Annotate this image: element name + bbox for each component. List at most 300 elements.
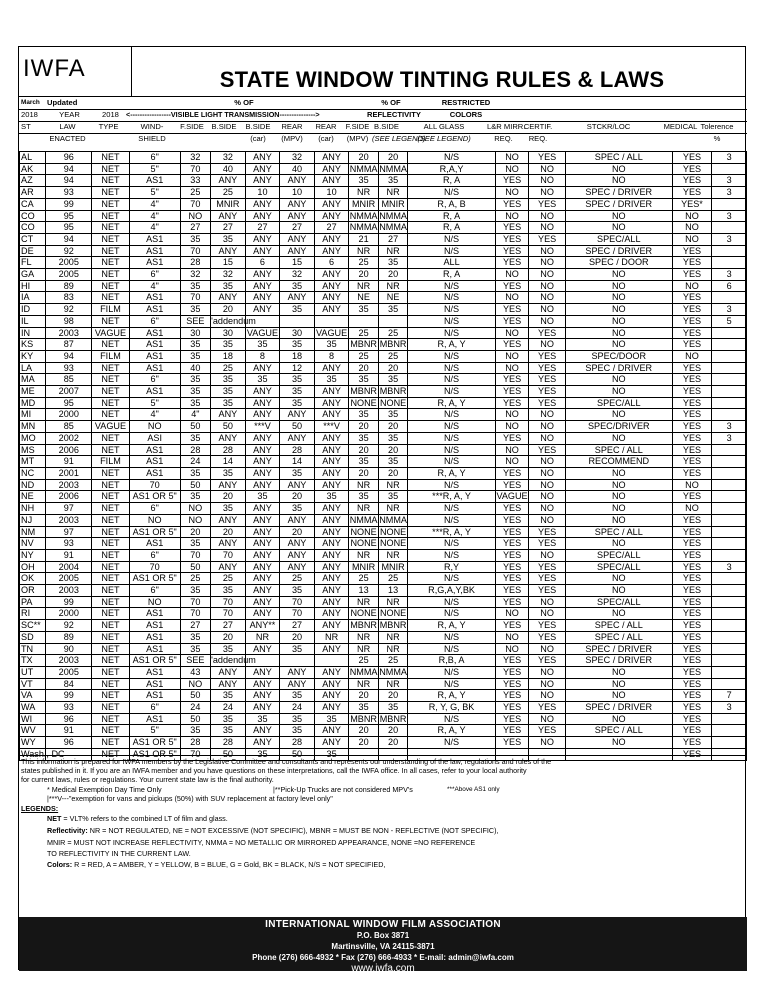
cell-st: CO bbox=[20, 222, 46, 234]
cell-refl-front: NR bbox=[349, 549, 378, 561]
cell-medical: YES bbox=[672, 292, 712, 304]
cell-medical: YES bbox=[672, 514, 712, 526]
header-mirrors: L&R MIRR. bbox=[487, 122, 526, 131]
cell-back-side-car: 27 bbox=[211, 620, 246, 632]
cell-sticker: NO bbox=[565, 467, 672, 479]
cell-refl-front: 20 bbox=[349, 467, 378, 479]
cell-type: NET bbox=[92, 549, 130, 561]
cell-refl-front: 25 bbox=[349, 257, 378, 269]
cell-type: NET bbox=[92, 573, 130, 585]
cell-st: CO bbox=[20, 210, 46, 222]
cell-rear-mpv: ANY bbox=[314, 409, 349, 421]
table-row bbox=[20, 631, 747, 643]
cell-windshield: AS1 bbox=[129, 386, 180, 398]
cell-certif: YES bbox=[529, 327, 566, 339]
cell-medical: YES bbox=[672, 748, 712, 760]
cell-medical: YES bbox=[672, 187, 712, 199]
cell-sticker: SPEC / DRIVER bbox=[565, 655, 672, 667]
cell-windshield: 4" bbox=[129, 409, 180, 421]
cell-type: NET bbox=[92, 386, 130, 398]
cell-colors: N/S bbox=[408, 152, 495, 164]
website-link[interactable]: www.iwfa.com bbox=[351, 963, 415, 974]
cell-mirrors: YES bbox=[495, 666, 529, 678]
cell-rear-car: ANY bbox=[280, 409, 315, 421]
cell-back-side-mpv: 35 bbox=[245, 748, 280, 760]
cell-type: NET bbox=[92, 631, 130, 643]
cell-tolerance: 3 bbox=[712, 233, 747, 245]
cell-front-side: 25 bbox=[180, 573, 211, 585]
cell-rear-car: 15 bbox=[280, 257, 315, 269]
cell-tolerance bbox=[712, 491, 747, 503]
cell-st: WY bbox=[20, 737, 46, 749]
cell-rear-car: ANY bbox=[280, 210, 315, 222]
cell-st: TN bbox=[20, 643, 46, 655]
cell-windshield: AS1 bbox=[129, 304, 180, 316]
cell-back-side-mpv: ANY bbox=[245, 526, 280, 538]
cell-certif: NO bbox=[529, 479, 566, 491]
cell-refl-back: NR bbox=[378, 631, 407, 643]
cell-windshield: AS1 bbox=[129, 690, 180, 702]
cell-law: 97 bbox=[46, 526, 92, 538]
cell-rear-car: 70 bbox=[280, 596, 315, 608]
cell-sticker: SPEC / ALL bbox=[565, 631, 672, 643]
cell-mirrors: YES bbox=[495, 280, 529, 292]
cell-refl-back bbox=[378, 315, 407, 327]
cell-rear-car: ANY bbox=[280, 678, 315, 690]
cell-tolerance bbox=[712, 245, 747, 257]
cell-sticker: NO bbox=[565, 479, 672, 491]
cell-law: 2003 bbox=[46, 514, 92, 526]
cell-rear-mpv: ANY bbox=[314, 198, 349, 210]
cell-refl-front: 35 bbox=[349, 409, 378, 421]
cell-mirrors: NO bbox=[495, 292, 529, 304]
cell-rear-car: ANY bbox=[280, 514, 315, 526]
cell-front-side: 30 bbox=[180, 327, 211, 339]
table-row bbox=[20, 175, 747, 187]
cell-type: NET bbox=[92, 374, 130, 386]
cell-colors: N/S bbox=[408, 304, 495, 316]
cell-sticker: NO bbox=[565, 585, 672, 597]
cell-st: WA bbox=[20, 702, 46, 714]
cell-refl-front: NR bbox=[349, 503, 378, 515]
cell-sticker: SPEC / ALL bbox=[565, 526, 672, 538]
cell-windshield: AS1 bbox=[129, 456, 180, 468]
cell-front-side: 70 bbox=[180, 748, 211, 760]
cell-rear-car: 35 bbox=[280, 339, 315, 351]
footer bbox=[19, 917, 747, 974]
cell-sticker: SPEC/ALL bbox=[565, 596, 672, 608]
cell-certif: YES bbox=[529, 233, 566, 245]
cell-law: 2003 bbox=[46, 479, 92, 491]
cell-windshield: AS1 bbox=[129, 327, 180, 339]
cell-refl-back: MBNR bbox=[379, 620, 407, 631]
cell-st: WI bbox=[20, 713, 46, 725]
table-row bbox=[20, 491, 747, 503]
cell-st: AZ bbox=[20, 175, 46, 187]
cell-type: NET bbox=[92, 467, 130, 479]
cell-colors: N/S bbox=[408, 573, 495, 585]
table-row bbox=[20, 163, 747, 175]
cell-front-side: 35 bbox=[180, 725, 211, 737]
cell-mirrors: NO bbox=[495, 210, 529, 222]
reflectivity-definition-3: TO REFLECTIVITY IN THE CURRENT LAW. bbox=[47, 849, 191, 858]
cell-back-side-car: 20 bbox=[211, 526, 246, 538]
cell-medical: YES bbox=[672, 690, 712, 702]
cell-back-side-mpv: ANY bbox=[245, 549, 280, 561]
cell-law: 95 bbox=[46, 210, 92, 222]
disclaimer-line: This information is prepared for IWFA members by the Legislative Committee and consultants and represents our understanding of the law, regulations and rules of the bbox=[21, 757, 552, 766]
cell-law: 99 bbox=[46, 198, 92, 210]
header-sticker bbox=[556, 133, 661, 145]
cell-rear-mpv: ANY bbox=[314, 561, 349, 573]
cell-mirrors: YES bbox=[495, 503, 529, 515]
document-sheet bbox=[18, 46, 746, 974]
cell-st: IL bbox=[20, 315, 46, 327]
cell-st: MA bbox=[20, 374, 46, 386]
cell-back-side-mpv: ANY bbox=[245, 479, 280, 491]
cell-refl-front: 20 bbox=[349, 444, 378, 456]
table-row bbox=[20, 479, 747, 491]
cell-mirrors: YES bbox=[495, 585, 529, 597]
cell-medical: YES bbox=[672, 152, 712, 164]
cell-front-side: 35 bbox=[180, 467, 211, 479]
cell-refl-back: 25 bbox=[378, 573, 407, 585]
cell-tolerance: 7 bbox=[712, 690, 747, 702]
cell-back-side-car: 35 bbox=[211, 397, 246, 409]
cell-windshield: AS1 bbox=[129, 233, 180, 245]
cell-law: 95 bbox=[46, 397, 92, 409]
cell-windshield: 70 bbox=[129, 561, 180, 573]
cell-refl-front: 20 bbox=[349, 421, 378, 433]
cell-sticker: SPEC/ALL bbox=[565, 397, 672, 409]
cell-sticker: NO bbox=[565, 409, 672, 421]
cell-colors: N/S bbox=[408, 678, 495, 690]
cell-law: 2001 bbox=[46, 467, 92, 479]
cell-sticker: NO bbox=[565, 222, 672, 234]
cell-windshield: AS1 OR 5" bbox=[129, 737, 180, 749]
table-row bbox=[20, 643, 747, 655]
cell-type: NET bbox=[92, 608, 130, 620]
cell-law: 2004 bbox=[46, 561, 92, 573]
cell-colors: N/S bbox=[408, 432, 495, 444]
cell-rear-car: 50 bbox=[280, 748, 315, 760]
cell-rear-car: 35 bbox=[280, 690, 315, 702]
cell-windshield: AS1 bbox=[129, 643, 180, 655]
cell-law: 91 bbox=[46, 725, 92, 737]
cell-rear-mpv: ANY bbox=[314, 444, 349, 456]
cell-rear-mpv: ***V bbox=[314, 421, 349, 433]
cell-sticker: NO bbox=[565, 210, 672, 222]
cell-law: 2005 bbox=[46, 269, 92, 281]
cell-front-side: 35 bbox=[180, 233, 211, 245]
cell-windshield: AS1 bbox=[129, 467, 180, 479]
cell-mirrors: YES bbox=[495, 514, 529, 526]
cell-law: 99 bbox=[46, 690, 92, 702]
cell-type: NET bbox=[92, 409, 130, 421]
table-row bbox=[20, 655, 747, 667]
cell-medical: YES bbox=[672, 620, 712, 632]
cell-back-side-car: 25 bbox=[211, 187, 246, 199]
cell-medical: YES bbox=[672, 467, 712, 479]
cell-st: SD bbox=[20, 631, 46, 643]
cell-windshield: AS1 bbox=[129, 713, 180, 725]
cell-type: NET bbox=[92, 655, 130, 667]
cell-front-side: 70 bbox=[180, 608, 211, 620]
cell-type: NET bbox=[92, 210, 130, 222]
cell-colors: R, A, Y bbox=[408, 467, 495, 479]
cell-rear-car: 35 bbox=[280, 304, 315, 316]
cell-sticker: NO bbox=[565, 608, 672, 620]
cell-back-side-mpv: ANY bbox=[245, 467, 280, 479]
cell-law: 92 bbox=[46, 304, 92, 316]
header-refl-back: (SEE LEGEND) bbox=[372, 134, 426, 143]
header-type: TYPE bbox=[98, 122, 119, 131]
cell-windshield: 6" bbox=[129, 503, 180, 515]
cell-back-side-car: 25 bbox=[211, 362, 246, 374]
cell-rear-mpv: ANY bbox=[314, 666, 349, 678]
cell-colors: N/S bbox=[408, 643, 495, 655]
cell-law: 94 bbox=[46, 350, 92, 362]
cell-sticker: SPEC / DRIVER bbox=[565, 702, 672, 714]
cell-tolerance bbox=[712, 374, 747, 386]
cell-refl-front: NMMA bbox=[349, 222, 378, 233]
cell-law: 2003 bbox=[46, 655, 92, 667]
cell-type: NET bbox=[92, 257, 130, 269]
cell-front-side: 24 bbox=[180, 702, 211, 714]
cell-law: 93 bbox=[46, 702, 92, 714]
cell-back-side-mpv: ANY bbox=[245, 690, 280, 702]
cell-medical: NO bbox=[672, 503, 712, 515]
cell-back-side-car: ANY bbox=[211, 538, 246, 550]
cell-front-side: 70 bbox=[180, 163, 211, 175]
cell-back-side-car: 70 bbox=[211, 596, 246, 608]
cell-refl-front: NMMA bbox=[349, 163, 378, 174]
cell-colors: N/S bbox=[408, 374, 495, 386]
cell-type: NET bbox=[92, 737, 130, 749]
table-row bbox=[20, 538, 747, 550]
cell-back-side-car: 'addendum bbox=[211, 655, 256, 666]
cell-law: 85 bbox=[46, 374, 92, 386]
cell-tolerance bbox=[712, 549, 747, 561]
cell-type: NET bbox=[92, 269, 130, 281]
cell-tolerance bbox=[712, 643, 747, 655]
cell-back-side-mpv: ANY bbox=[245, 269, 280, 281]
cell-st: TX bbox=[20, 655, 46, 667]
header-windshield: WIND- bbox=[140, 122, 164, 131]
cell-back-side-mpv: 27 bbox=[245, 222, 280, 234]
cell-colors: N/S bbox=[408, 386, 495, 398]
cell-rear-car: 27 bbox=[280, 222, 315, 234]
cell-back-side-mpv: ANY bbox=[245, 538, 280, 550]
cell-mirrors: YES bbox=[495, 690, 529, 702]
cell-rear-car: 20 bbox=[280, 631, 315, 643]
cell-sticker: NO bbox=[565, 339, 672, 351]
cell-colors: R,A,Y bbox=[408, 163, 495, 175]
cell-certif: YES bbox=[529, 152, 566, 164]
cell-st: NV bbox=[20, 538, 46, 550]
cell-st: ND bbox=[20, 479, 46, 491]
cell-refl-front: MBNR bbox=[350, 339, 377, 350]
cell-mirrors: YES bbox=[495, 573, 529, 585]
cell-front-side: 32 bbox=[180, 152, 211, 164]
cell-back-side-mpv: ANY bbox=[245, 292, 280, 304]
table-row bbox=[20, 713, 747, 725]
cell-tolerance bbox=[712, 467, 747, 479]
cell-colors: R, A, Y bbox=[408, 397, 495, 409]
cell-mirrors: YES bbox=[495, 549, 529, 561]
cell-certif: NO bbox=[529, 713, 566, 725]
cell-mirrors: YES bbox=[495, 538, 529, 550]
header-rear-mpv: REAR bbox=[315, 122, 337, 131]
cell-back-side-mpv: 35 bbox=[245, 491, 280, 503]
cell-rear-mpv: ANY bbox=[314, 503, 349, 515]
cell-back-side-car: 'addendum bbox=[211, 315, 256, 326]
cell-back-side-car: 28 bbox=[211, 737, 246, 749]
cell-refl-front: 20 bbox=[349, 269, 378, 281]
cell-type: NET bbox=[92, 596, 130, 608]
cell-law: 94 bbox=[46, 163, 92, 175]
cell-windshield: AS1 bbox=[129, 245, 180, 257]
cell-st: OR bbox=[20, 585, 46, 597]
cell-mirrors: YES bbox=[495, 304, 529, 316]
cell-refl-back: 20 bbox=[378, 444, 407, 456]
cell-rear-car: ANY bbox=[280, 175, 315, 187]
page-title: STATE WINDOW TINTING RULES & LAWS bbox=[219, 67, 665, 92]
cell-certif: YES bbox=[529, 374, 566, 386]
cell-rear-mpv: ANY bbox=[314, 233, 349, 245]
cell-tolerance bbox=[712, 725, 747, 737]
cell-rear-mpv: ANY bbox=[314, 210, 349, 222]
cell-rear-car: ANY bbox=[280, 561, 315, 573]
cell-refl-back: 20 bbox=[378, 421, 407, 433]
cell-windshield: AS1 bbox=[129, 292, 180, 304]
cell-st: KS bbox=[20, 339, 46, 351]
cell-mirrors: YES bbox=[495, 526, 529, 538]
header-rear-car: (MPV) bbox=[281, 134, 303, 143]
cell-law: 85 bbox=[46, 421, 92, 433]
cell-refl-back: MBNR bbox=[379, 713, 407, 724]
cell-medical: YES* bbox=[672, 198, 712, 210]
cell-type: NET bbox=[92, 526, 130, 538]
cell-medical: NO bbox=[672, 280, 712, 292]
cell-front-side: 70 bbox=[180, 292, 211, 304]
refl-header: % OF bbox=[381, 98, 401, 107]
cell-sticker: NO bbox=[565, 713, 672, 725]
cell-back-side-mpv: ANY bbox=[245, 596, 280, 608]
cell-back-side-car: 30 bbox=[211, 327, 246, 339]
cell-back-side-car: 35 bbox=[211, 386, 246, 398]
cell-mirrors: YES bbox=[495, 257, 529, 269]
cell-back-side-car: 18 bbox=[211, 350, 246, 362]
cell-tolerance: 3 bbox=[712, 187, 747, 199]
cell-type: NET bbox=[92, 198, 130, 210]
cell-refl-back: 25 bbox=[378, 350, 407, 362]
cell-refl-back: 20 bbox=[378, 737, 407, 749]
cell-certif: YES bbox=[529, 397, 566, 409]
cell-medical: YES bbox=[672, 397, 712, 409]
cell-tolerance bbox=[712, 631, 747, 643]
cell-windshield: 6" bbox=[129, 269, 180, 281]
cell-st: IA bbox=[20, 292, 46, 304]
cell-mirrors: YES bbox=[495, 432, 529, 444]
cell-st: UT bbox=[20, 666, 46, 678]
table-row bbox=[20, 678, 747, 690]
cell-refl-back: MBNR bbox=[379, 339, 407, 350]
table-row bbox=[20, 432, 747, 444]
cell-sticker: NO bbox=[565, 175, 672, 187]
cell-back-side-mpv: ANY bbox=[245, 386, 280, 398]
vans-note: |***V---"exemption for vans and pickups (50%) with SUV replacement at factory level only" bbox=[47, 794, 333, 803]
cell-rear-mpv: ANY bbox=[314, 456, 349, 468]
cell-tolerance bbox=[712, 596, 747, 608]
table-row bbox=[20, 467, 747, 479]
pickup-note: |**Pick-Up Trucks are not considered MPV's bbox=[273, 785, 413, 794]
cell-front-side: NO bbox=[180, 514, 211, 526]
reflectivity-header: REFLECTIVITY bbox=[366, 110, 421, 119]
cell-refl-back: NONE bbox=[379, 526, 407, 537]
cell-windshield: ASI bbox=[129, 432, 180, 444]
cell-medical: YES bbox=[672, 678, 712, 690]
cell-certif: NO bbox=[529, 514, 566, 526]
cell-st: VT bbox=[20, 678, 46, 690]
cell-sticker: NO bbox=[565, 690, 672, 702]
table-row bbox=[20, 620, 747, 632]
cell-back-side-car: 35 bbox=[211, 713, 246, 725]
cell-rear-car: 20 bbox=[280, 491, 315, 503]
table-row bbox=[20, 514, 747, 526]
table-row bbox=[20, 585, 747, 597]
cell-back-side-mpv: ANY bbox=[245, 503, 280, 515]
cell-rear-car bbox=[280, 655, 315, 667]
colors-key: Colors: bbox=[47, 860, 73, 869]
cell-mirrors: NO bbox=[495, 350, 529, 362]
cell-refl-front bbox=[349, 315, 378, 327]
cell-refl-back: 35 bbox=[378, 491, 407, 503]
cell-back-side-mpv: 35 bbox=[245, 374, 280, 386]
cell-rear-car: 35 bbox=[280, 713, 315, 725]
cell-tolerance: 3 bbox=[712, 175, 747, 187]
cell-windshield: 6" bbox=[129, 702, 180, 714]
cell-refl-back: NMMA bbox=[379, 222, 407, 233]
cell-certif: YES bbox=[529, 631, 566, 643]
cell-medical: YES bbox=[672, 608, 712, 620]
cell-tolerance: 3 bbox=[712, 421, 747, 433]
disclaimer-line: for current laws, rules or regulations. Your current state law is the final authority. bbox=[21, 775, 274, 784]
cell-back-side-car: 35 bbox=[211, 725, 246, 737]
cell-medical: YES bbox=[672, 725, 712, 737]
cell-tolerance: 3 bbox=[712, 304, 747, 316]
cell-mirrors: YES bbox=[495, 222, 529, 234]
cell-type: NET bbox=[92, 233, 130, 245]
cell-mirrors: NO bbox=[495, 421, 529, 433]
cell-colors: N/S bbox=[408, 233, 495, 245]
cell-certif: NO bbox=[529, 678, 566, 690]
header-refl-front: F.SIDE bbox=[345, 122, 370, 131]
cell-type: FILM bbox=[92, 304, 130, 316]
cell-tolerance: 3 bbox=[712, 152, 747, 164]
cell-back-side-car: ANY bbox=[211, 479, 246, 491]
header-mirrors: REQ. bbox=[494, 134, 513, 143]
cell-mirrors: YES bbox=[495, 678, 529, 690]
cell-rear-mpv: ANY bbox=[314, 175, 349, 187]
cell-colors: N/S bbox=[408, 292, 495, 304]
cell-rear-car: ANY bbox=[280, 292, 315, 304]
cell-medical: YES bbox=[672, 374, 712, 386]
cell-refl-back: MNIR bbox=[378, 561, 407, 573]
cell-rear-mpv: ANY bbox=[314, 725, 349, 737]
cell-type: NET bbox=[92, 315, 130, 327]
cell-colors: N/S bbox=[408, 538, 495, 550]
